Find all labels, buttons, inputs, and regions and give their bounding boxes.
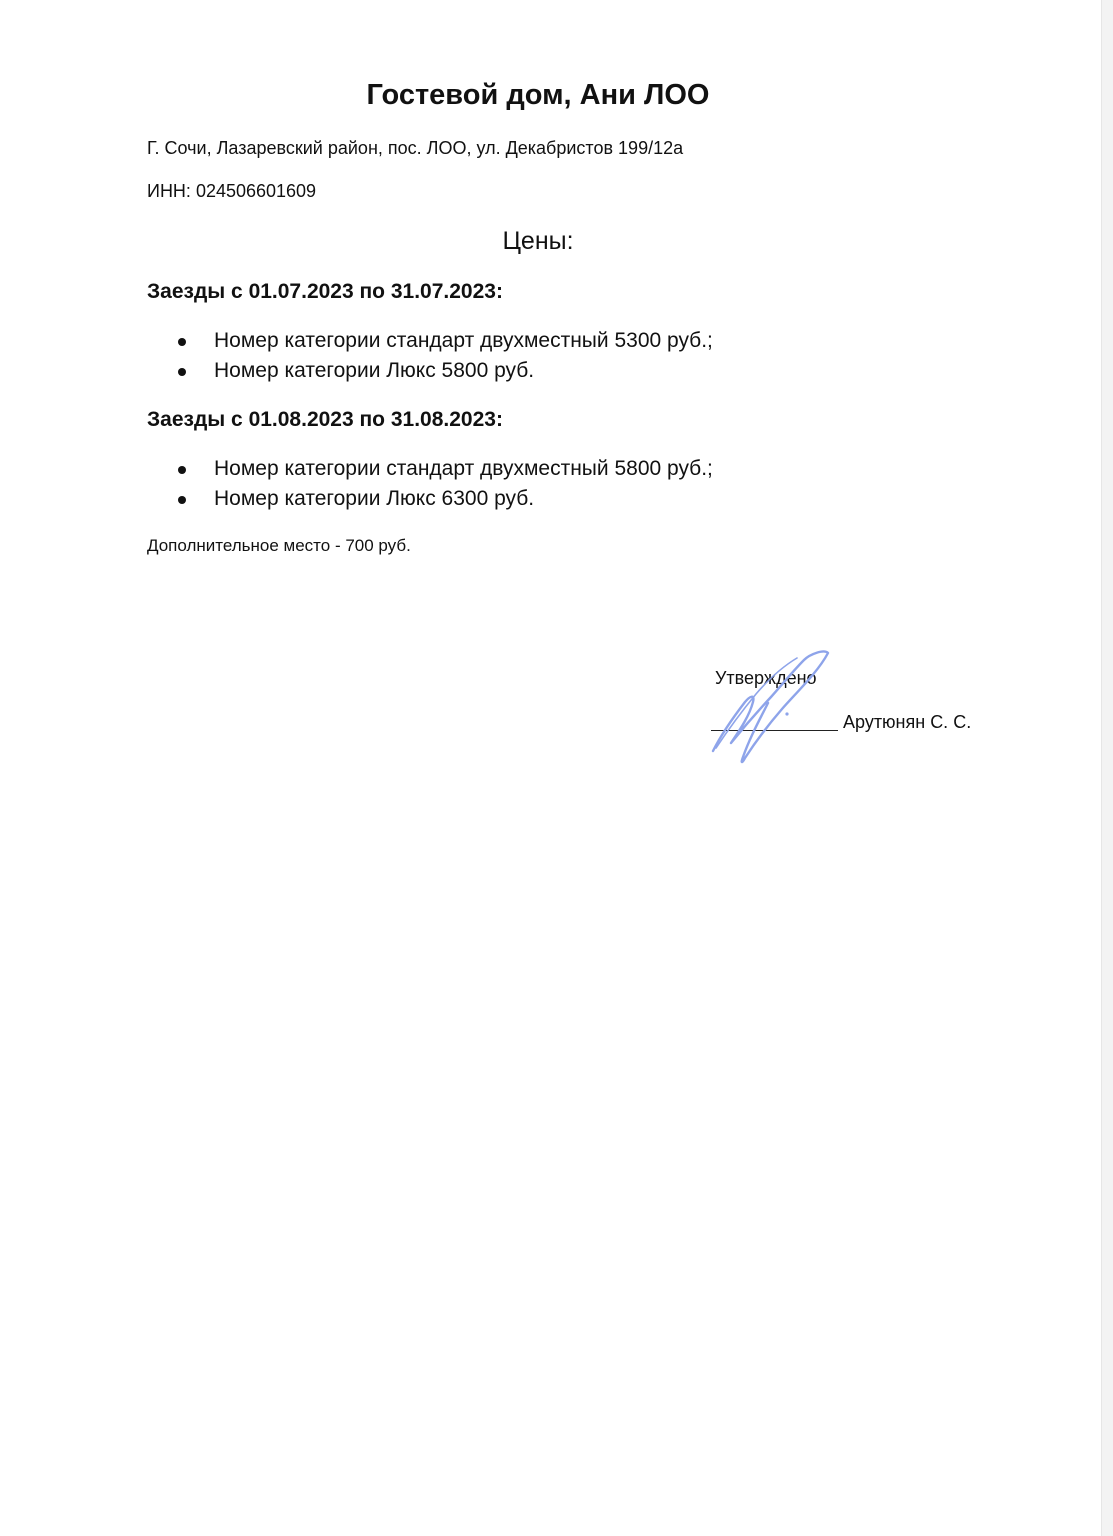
document-title: Гостевой дом, Ани ЛОО — [366, 79, 710, 111]
bullet-icon — [178, 368, 186, 376]
extra-place-text: Дополнительное место - 700 руб. — [147, 536, 411, 555]
page-edge — [1101, 0, 1113, 1536]
bullet-icon — [178, 496, 186, 504]
signature-image — [700, 645, 840, 770]
period-heading-july: Заезды с 01.07.2023 по 31.07.2023: — [147, 280, 503, 303]
list-item-text: Номер категории стандарт двухместный 5300 руб.; — [214, 329, 713, 352]
prices-heading: Цены: — [502, 227, 574, 255]
list-item-text: Номер категории Люкс 6300 руб. — [214, 487, 535, 510]
approval-label: Утверждено — [715, 668, 817, 688]
period-heading-august: Заезды с 01.08.2023 по 31.08.2023: — [147, 408, 503, 431]
signer-name: Арутюнян С. С. — [843, 712, 972, 732]
list-item-text: Номер категории Люкс 5800 руб. — [214, 359, 535, 382]
bullet-icon — [178, 338, 186, 346]
address-text: Г. Сочи, Лазаревский район, пос. ЛОО, ул. Декабристов 199/12а — [147, 138, 684, 158]
bullet-icon — [178, 466, 186, 474]
list-item-text: Номер категории стандарт двухместный 5800 руб.; — [214, 457, 713, 480]
inn-text: ИНН: 024506601609 — [147, 181, 317, 201]
